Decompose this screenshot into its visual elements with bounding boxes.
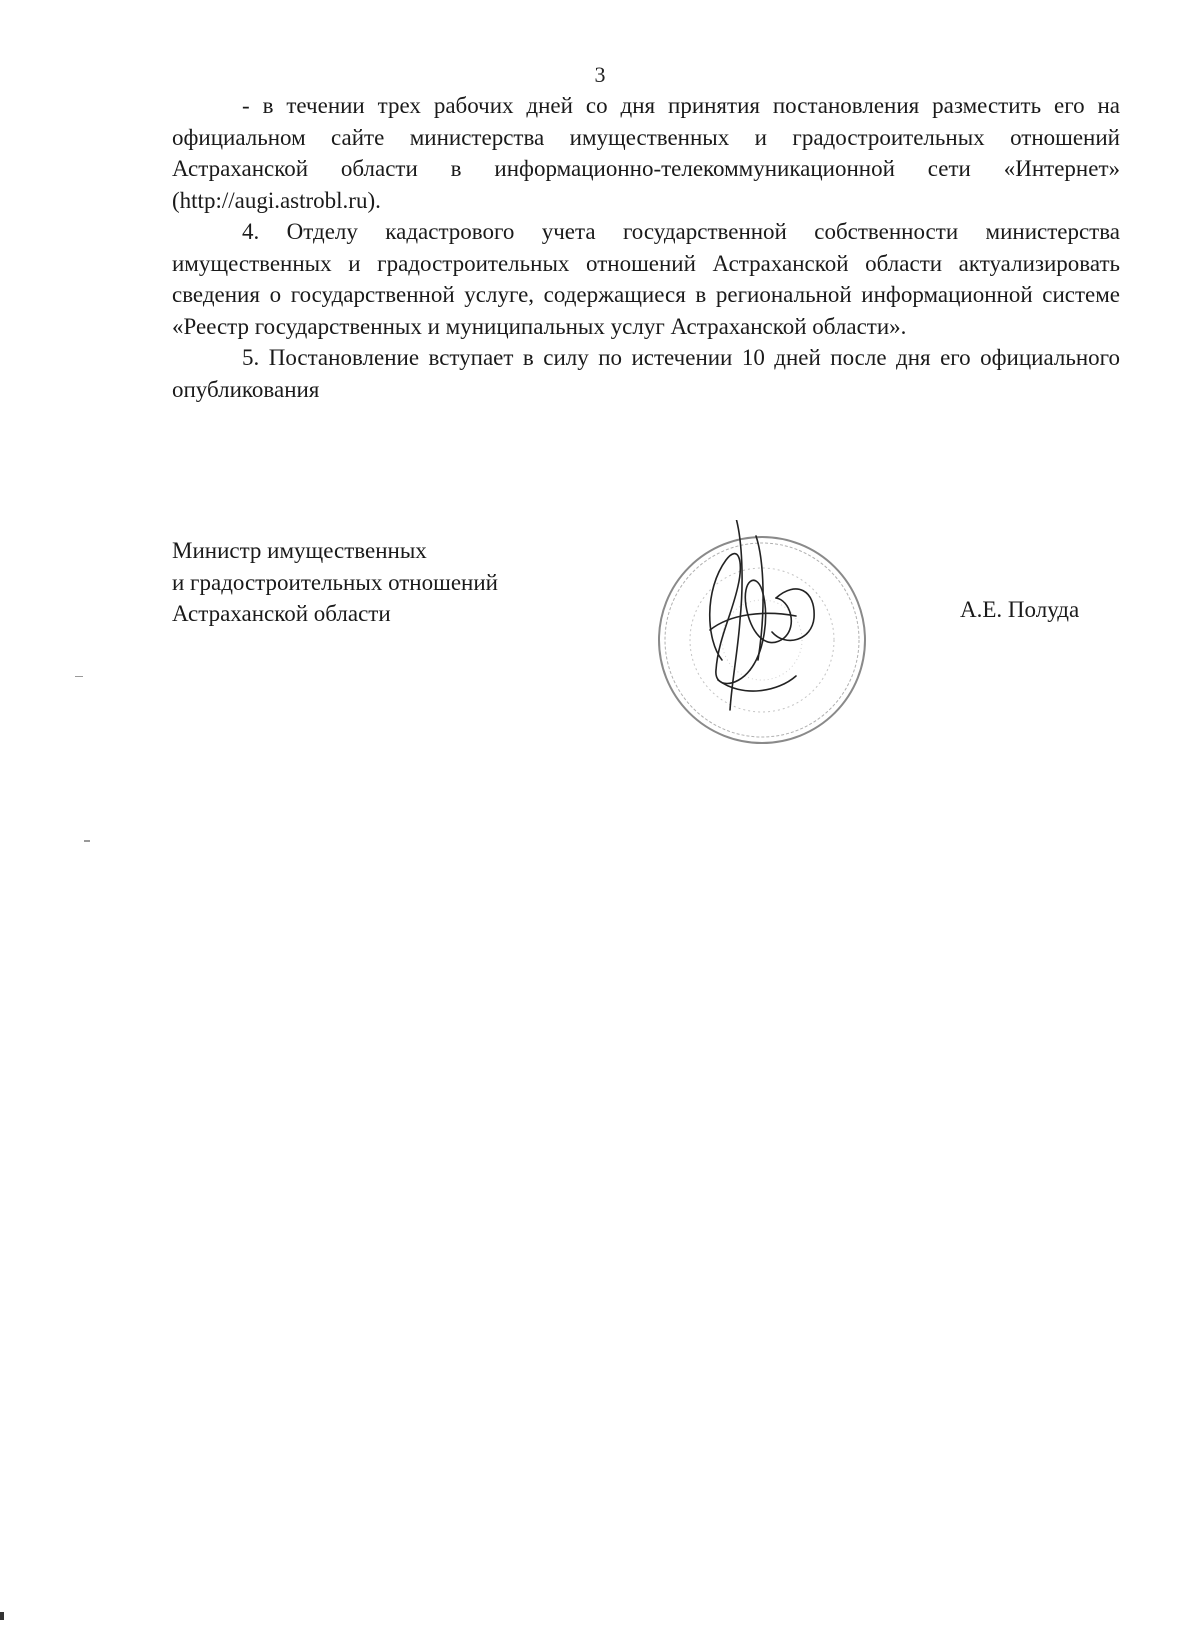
signatory-title-line: Астраханской области [172, 601, 391, 626]
official-seal-icon [646, 520, 878, 752]
signatory-name: А.Е. Полуда [960, 597, 1080, 622]
document-body [172, 90, 1120, 405]
signatory-title-line: и градостроительных отношений [172, 569, 498, 595]
scan-mark [0, 1612, 4, 1620]
paragraph-publication: - в течении трех рабочих дней со дня принятия постановления разместить его на официальном сайте министерства имущественных и градостроительных отношений Астраханской области в информационно-телекоммуникационной сети «Интернет» (http://augi.astrobl.ru). [172, 93, 1120, 213]
paragraph-item-4: 4. Отделу кадастрового учета государственной собственности министерства имущественных и градостроительных отношений Астраханской области актуализировать сведения о государственной услуге, содержащиеся в региональной информационной системе «Реестр государственных и муниципальных услуг Астраханской области». [172, 219, 1120, 339]
handwritten-signature-icon [710, 520, 814, 710]
scan-mark [84, 840, 90, 842]
paragraph-item-5: 5. Постановление вступает в силу по истечении 10 дней после дня его официального опубликования [172, 345, 1120, 402]
page-number: 3 [594, 62, 606, 87]
signatory-title [172, 535, 498, 630]
scan-mark [75, 676, 83, 677]
signatory-title-line: Министр имущественных [172, 538, 427, 563]
